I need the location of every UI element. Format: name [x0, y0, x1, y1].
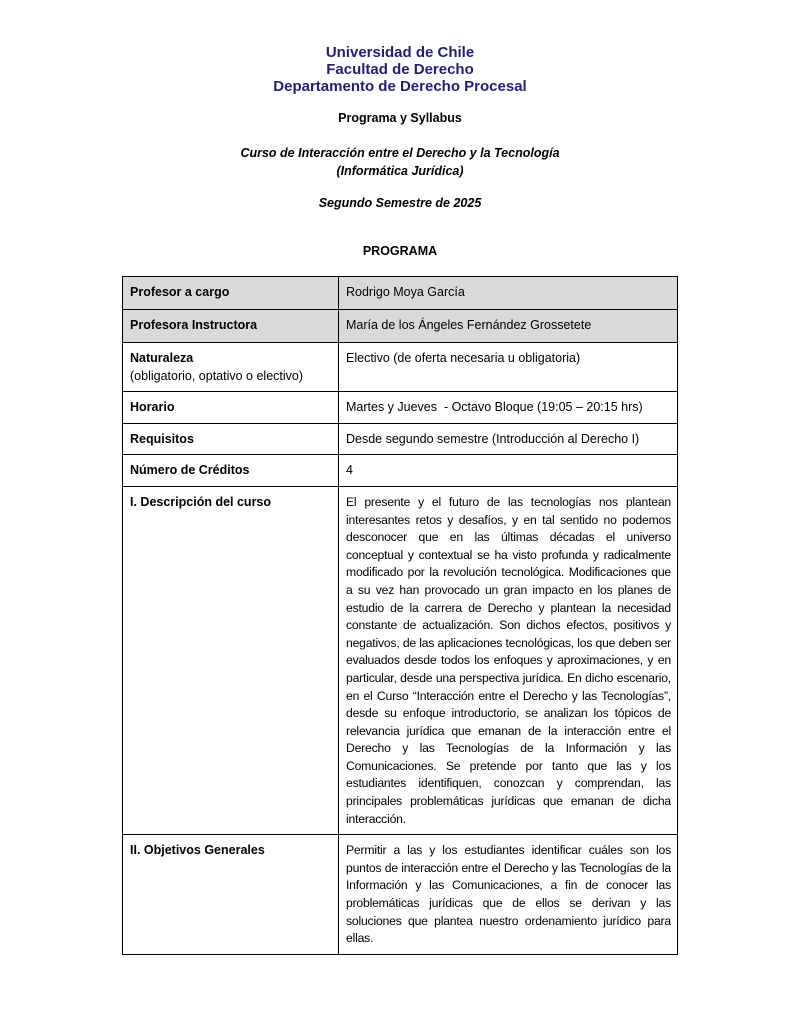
- table-row: [123, 310, 678, 343]
- row-label-text: Naturaleza: [130, 351, 194, 365]
- table-row: [123, 486, 678, 834]
- course-title-line2: (Informática Jurídica): [336, 164, 464, 178]
- row-label: Profesora Instructora: [123, 310, 339, 343]
- document-type: Programa y Syllabus: [338, 111, 462, 125]
- row-sublabel: (obligatorio, optativo o electivo): [130, 368, 304, 383]
- university-header: [0, 44, 800, 95]
- table-row: [123, 423, 678, 455]
- row-label: Requisitos: [123, 423, 339, 455]
- table-row: [123, 835, 678, 955]
- section-title: PROGRAMA: [362, 244, 438, 258]
- table-row: [123, 343, 678, 392]
- university-name: Universidad de Chile: [325, 44, 475, 61]
- row-label: Horario: [123, 392, 339, 424]
- row-value: María de los Ángeles Fernández Grossetete: [339, 310, 678, 343]
- course-title: [0, 144, 800, 180]
- course-title-line1: Curso de Interacción entre el Derecho y la Tecnología: [240, 146, 560, 160]
- row-value: Electivo (de oferta necesaria u obligatoria): [339, 343, 678, 392]
- department-name: Departamento de Derecho Procesal: [273, 78, 527, 95]
- row-value: Permitir a las y los estudiantes identificar cuáles son los puntos de interacción entre el Derecho y las Tecnologías de la Información y las Comunicaciones, a fin de conocer las problemáticas jurídicas que de ellos se derivan y las soluciones que plantea nuestro ordenamiento jurídico para ellas.: [339, 835, 678, 955]
- row-label: II. Objetivos Generales: [123, 835, 339, 955]
- row-value: El presente y el futuro de las tecnologías nos plantean interesantes retos y desafíos, y en tal sentido no podemos desconocer que en las últimas décadas el universo conceptual y contextual se ha visto profunda y radicalmente modificado por la revolución tecnológica. Modificaciones que a su vez han provocado un gran impacto en los planes de estudio de la carrera de Derecho y plantean la necesidad constante de actualización. Son dichos efectos, positivos y negativos, de las aplicaciones tecnológicas, los que deben ser evaluados desde todos los enfoques y aproximaciones, y en particular, desde una perspectiva jurídica. En dicho escenario, en el Curso “Interacción entre el Derecho y las Tecnologías”, desde su enfoque introductorio, se analizan los tópicos de relevancia jurídica que emanan de la interacción entre el Derecho y las Tecnologías de la Información y las Comunicaciones. Se pretende por tanto que las y los estudiantes identifiquen, conozcan y comprendan, las principales problemáticas jurídicas que emanan de dicha interacción.: [339, 486, 678, 834]
- row-label: [123, 343, 339, 392]
- row-value: Desde segundo semestre (Introducción al Derecho I): [339, 423, 678, 455]
- row-label: I. Descripción del curso: [123, 486, 339, 834]
- row-label: Profesor a cargo: [123, 277, 339, 310]
- semester: Segundo Semestre de 2025: [318, 196, 482, 210]
- row-value: Rodrigo Moya García: [339, 277, 678, 310]
- row-value: Martes y Jueves - Octavo Bloque (19:05 – 20:15 hrs): [339, 392, 678, 424]
- table-row: [123, 392, 678, 424]
- table-row: [123, 277, 678, 310]
- row-value: 4: [339, 455, 678, 487]
- row-label: Número de Créditos: [123, 455, 339, 487]
- faculty-name: Facultad de Derecho: [326, 61, 474, 78]
- table-row: [123, 455, 678, 487]
- program-table: [122, 276, 678, 955]
